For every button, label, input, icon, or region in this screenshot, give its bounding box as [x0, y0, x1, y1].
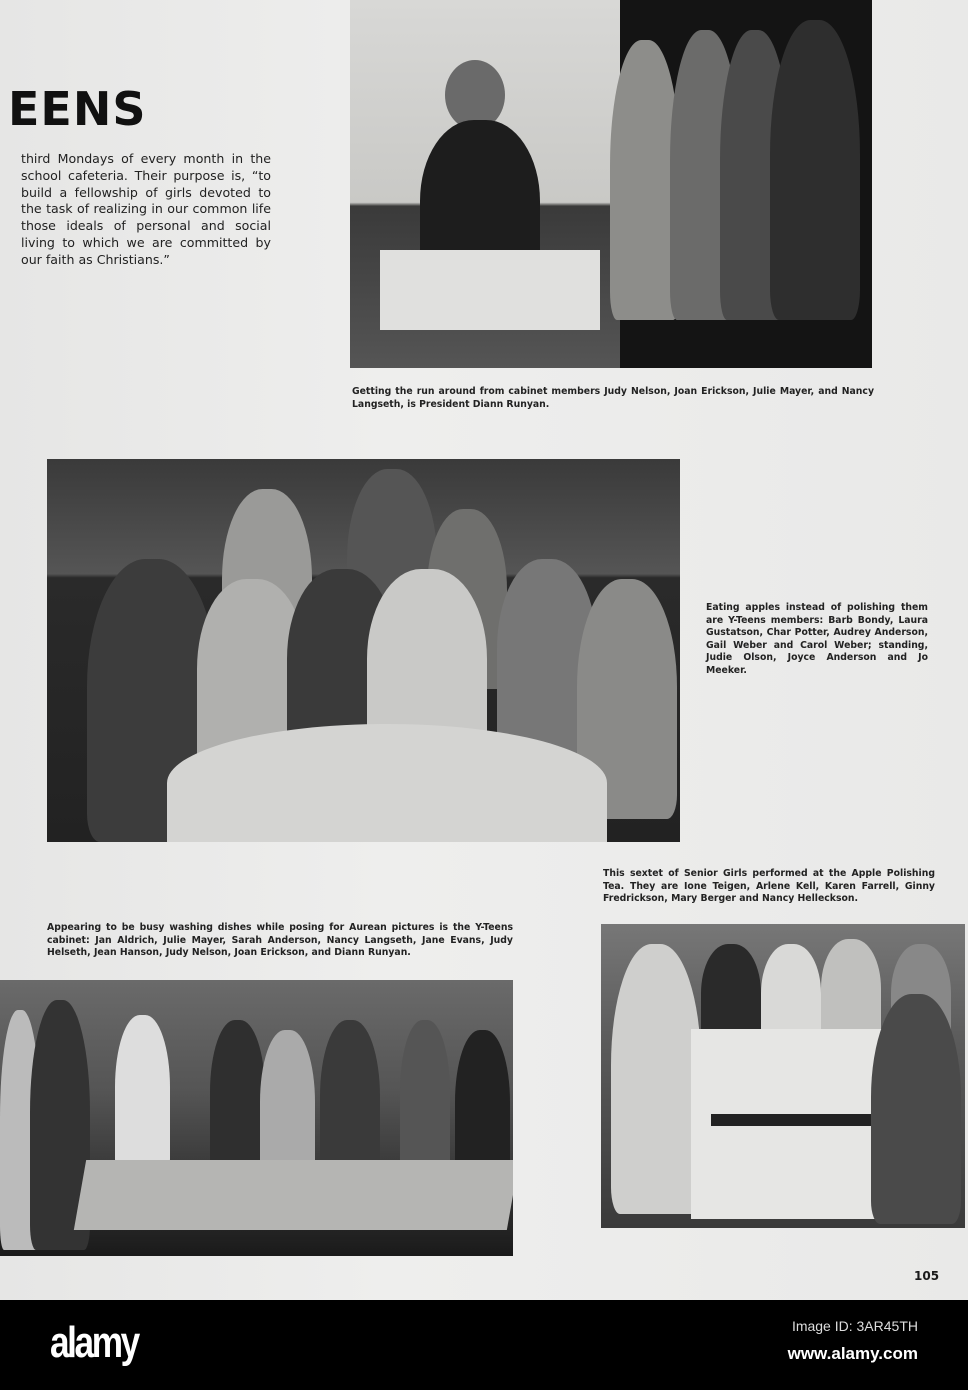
caption-sextet: This sextet of Senior Girls performed at the Apple Polishing Tea. They are Ione Teigen, Arlene Kell, Karen Farrell, Ginny Fredrickson, Mary Berger and Nancy Helleckson.	[603, 868, 935, 904]
caption-cart: Getting the run around from cabinet members Judy Nelson, Joan Erickson, Julie Mayer, and Nancy Langseth, is President Diann Runyan.	[352, 386, 874, 410]
photo-apples	[47, 459, 680, 842]
alamy-logo: alamy	[50, 1318, 138, 1367]
caption-dishes: Appearing to be busy washing dishes while posing for Aurean pictures is the Y-Teens cabinet: Jan Aldrich, Julie Mayer, Sarah Anderson, Nancy Langseth, Jane Evans, Judy Helseth, Jean Hanson, Judy Nelson, Joan Erickson, and Diann Runyan.	[47, 922, 513, 958]
watermark-footer	[0, 1300, 968, 1390]
photo-dishes	[0, 980, 513, 1256]
page-number: 105	[914, 1269, 940, 1283]
intro-paragraph: third Mondays of every month in the school cafeteria. Their purpose is, “to build a fellowship of girls devoted to the task of realizing in our common life those ideals of personal and social living to which we are committed by our faith as Christians.”	[21, 151, 271, 267]
page-heading: EENS	[8, 82, 147, 136]
alamy-url: www.alamy.com	[787, 1344, 918, 1363]
caption-apples: Eating apples instead of polishing them are Y-Teens members: Barb Bondy, Laura Gustatson, Char Potter, Audrey Anderson, Gail Weber and Carol Weber; standing, Judie Olson, Joyce Anderson and Jo Meeker.	[706, 602, 928, 676]
image-id: Image ID: 3AR45TH	[791, 1318, 918, 1334]
photo-cart	[350, 0, 872, 368]
photo-sextet	[601, 924, 965, 1228]
